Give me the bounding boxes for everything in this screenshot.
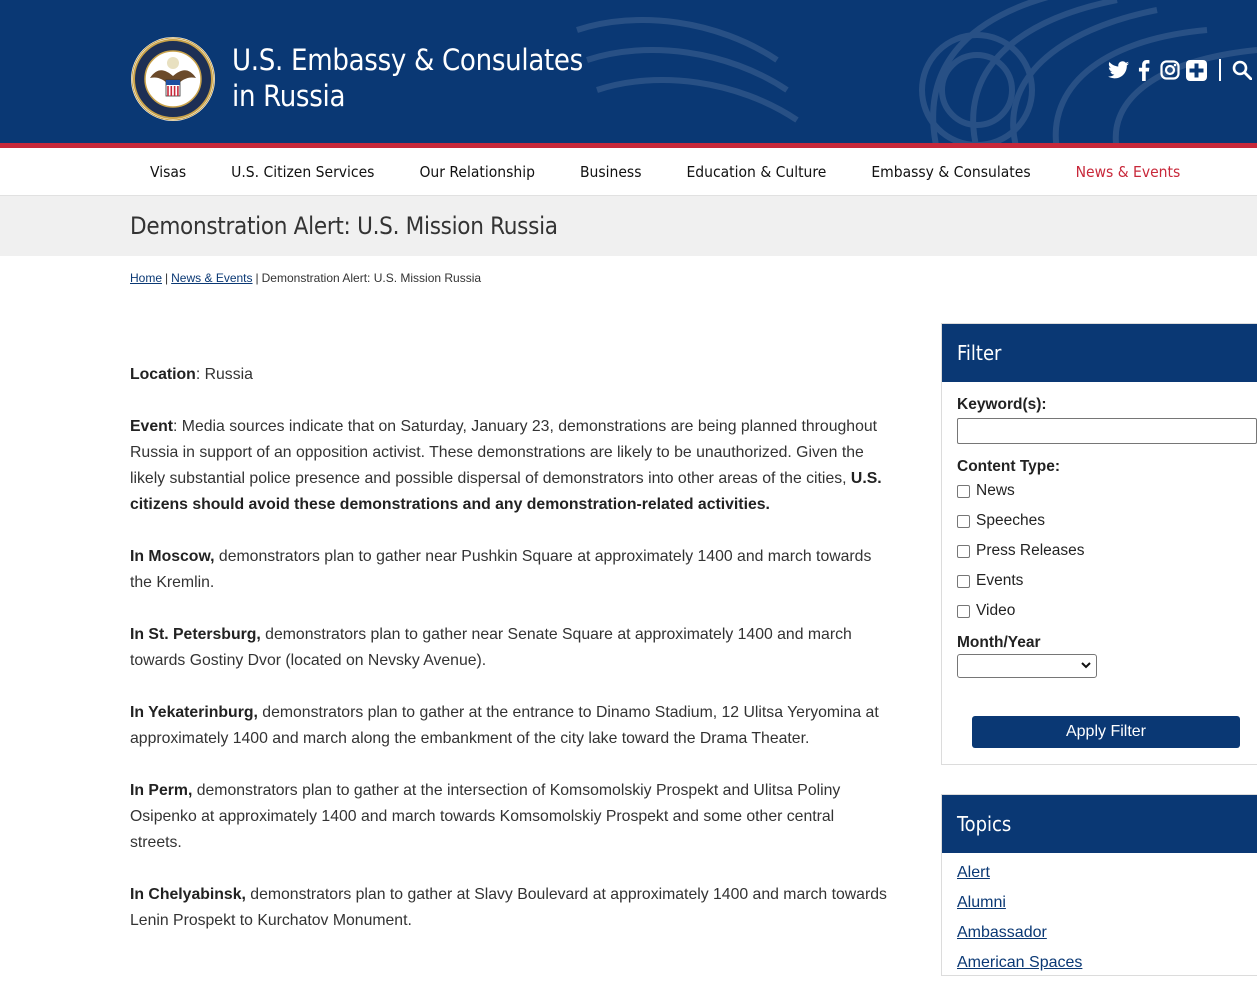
site-title-line1: U.S. Embassy & Consulates: [232, 43, 583, 77]
site-title[interactable]: [232, 42, 583, 114]
content-type-option-press-releases[interactable]: [957, 536, 1257, 566]
event-warning: U.S. citizens should avoid these demonstrations and any demonstration-related activities.: [130, 470, 882, 513]
filter-widget: [941, 323, 1257, 765]
nav-item-embassy-consulates[interactable]: Embassy & Consulates: [871, 162, 1031, 181]
flickr-plus-icon[interactable]: [1185, 59, 1207, 81]
social-links: [1107, 58, 1257, 82]
social-divider: [1219, 59, 1221, 81]
spb-label: In St. Petersburg,: [130, 626, 261, 643]
topics-heading: Topics: [942, 795, 1257, 853]
instagram-icon[interactable]: [1159, 59, 1181, 81]
news-checkbox[interactable]: [957, 485, 970, 498]
breadcrumb-news-link[interactable]: News & Events: [171, 271, 253, 285]
perm-text: demonstrators plan to gather at the intersection of Komsomolskiy Prospekt and Ulitsa Poliny Osipenko at approximately 1400 and march towards Komsomolskiy Prospekt and some other central streets.: [130, 782, 841, 851]
topic-link-ambassador[interactable]: Ambassador: [957, 924, 1047, 941]
video-option-label: Video: [976, 602, 1016, 619]
spb-paragraph: [130, 622, 890, 674]
list-item: [957, 951, 1257, 981]
page-title-band: [0, 196, 1257, 256]
content-type-option-news[interactable]: [957, 476, 1257, 506]
apply-filter-button[interactable]: Apply Filter: [972, 716, 1240, 748]
keyword-input[interactable]: [957, 418, 1257, 444]
perm-label: In Perm,: [130, 782, 193, 799]
nav-item-our-relationship[interactable]: Our Relationship: [419, 162, 535, 181]
nav-item-citizen-services[interactable]: U.S. Citizen Services: [231, 162, 375, 181]
speeches-checkbox[interactable]: [957, 515, 970, 528]
events-checkbox[interactable]: [957, 575, 970, 588]
moscow-text: demonstrators plan to gather near Pushkin Square at approximately 1400 and march towards the Kremlin.: [130, 548, 872, 591]
site-header: [0, 0, 1257, 143]
content-type-option-video[interactable]: [957, 596, 1257, 626]
yekaterinburg-text: demonstrators plan to gather at the entrance to Dinamo Stadium, 12 Ulitsa Yeryomina at approximately 1400 and march along the embankment of the city lake toward the Drama Theater.: [130, 704, 879, 747]
chelyabinsk-text: demonstrators plan to gather at Slavy Boulevard at approximately 1400 and march towards Lenin Prospekt to Kurchatov Monument.: [130, 886, 887, 929]
topic-link-alumni[interactable]: Alumni: [957, 894, 1006, 911]
chelyabinsk-label: In Chelyabinsk,: [130, 886, 246, 903]
topic-link-american-spaces[interactable]: American Spaces: [957, 954, 1083, 971]
page-title: Demonstration Alert: U.S. Mission Russia: [130, 212, 558, 240]
nav-item-business[interactable]: Business: [579, 162, 642, 181]
twitter-icon[interactable]: [1107, 59, 1129, 81]
breadcrumb: [130, 271, 481, 285]
yekaterinburg-label: In Yekaterinburg,: [130, 704, 258, 721]
event-text: : Media sources indicate that on Saturday, January 23, demonstrations are being planned throughout Russia in support of an opposition activist. These demonstrations are likely to be unauthorized. Given the likely substantial police presence and possible dispersal of demonstrators into other areas of the cities,: [130, 418, 878, 487]
state-department-seal-icon[interactable]: [130, 36, 216, 122]
main-nav: [0, 148, 1257, 196]
search-icon[interactable]: [1231, 59, 1253, 81]
breadcrumb-current: Demonstration Alert: U.S. Mission Russia: [261, 271, 482, 285]
breadcrumb-separator: |: [165, 271, 169, 285]
breadcrumb-home-link[interactable]: Home: [130, 271, 163, 285]
event-label: Event: [130, 418, 174, 435]
nav-item-visas[interactable]: Visas: [150, 162, 187, 181]
month-year-label: Month/Year: [957, 634, 1041, 651]
content-type-label: Content Type:: [957, 458, 1061, 475]
event-paragraph: [130, 414, 890, 518]
article-body: [130, 362, 890, 960]
video-checkbox[interactable]: [957, 605, 970, 618]
keyword-label: Keyword(s):: [957, 396, 1047, 413]
location-label: Location: [130, 366, 196, 383]
topics-list: [942, 853, 1257, 981]
filter-heading: Filter: [942, 324, 1257, 382]
nav-item-education-culture[interactable]: Education & Culture: [686, 162, 827, 181]
spb-text: demonstrators plan to gather near Senate Square at approximately 1400 and march towards Gostiny Dvor (located on Nevsky Avenue).: [130, 626, 852, 669]
chelyabinsk-paragraph: [130, 882, 890, 934]
location-value: : Russia: [195, 366, 253, 383]
press-releases-checkbox[interactable]: [957, 545, 970, 558]
nav-item-news-events[interactable]: News & Events: [1075, 162, 1181, 181]
location-paragraph: [130, 362, 890, 388]
list-item: [957, 891, 1257, 921]
site-title-line2: in Russia: [232, 79, 346, 113]
speeches-option-label: Speeches: [976, 512, 1045, 529]
list-item: [957, 921, 1257, 951]
content-type-option-events[interactable]: [957, 566, 1257, 596]
filter-form: [942, 382, 1257, 678]
news-option-label: News: [976, 482, 1015, 499]
yekaterinburg-paragraph: [130, 700, 890, 752]
perm-paragraph: [130, 778, 890, 856]
moscow-paragraph: [130, 544, 890, 596]
events-option-label: Events: [976, 572, 1024, 589]
chevron-down-icon: [1080, 658, 1092, 672]
moscow-label: In Moscow,: [130, 548, 215, 565]
facebook-icon[interactable]: [1133, 59, 1155, 81]
topic-link-alert[interactable]: Alert: [957, 864, 990, 881]
content-type-option-speeches[interactable]: [957, 506, 1257, 536]
list-item: [957, 861, 1257, 891]
month-year-select[interactable]: [957, 654, 1097, 678]
breadcrumb-separator: |: [255, 271, 259, 285]
topics-widget: [941, 794, 1257, 976]
press-releases-option-label: Press Releases: [976, 542, 1085, 559]
